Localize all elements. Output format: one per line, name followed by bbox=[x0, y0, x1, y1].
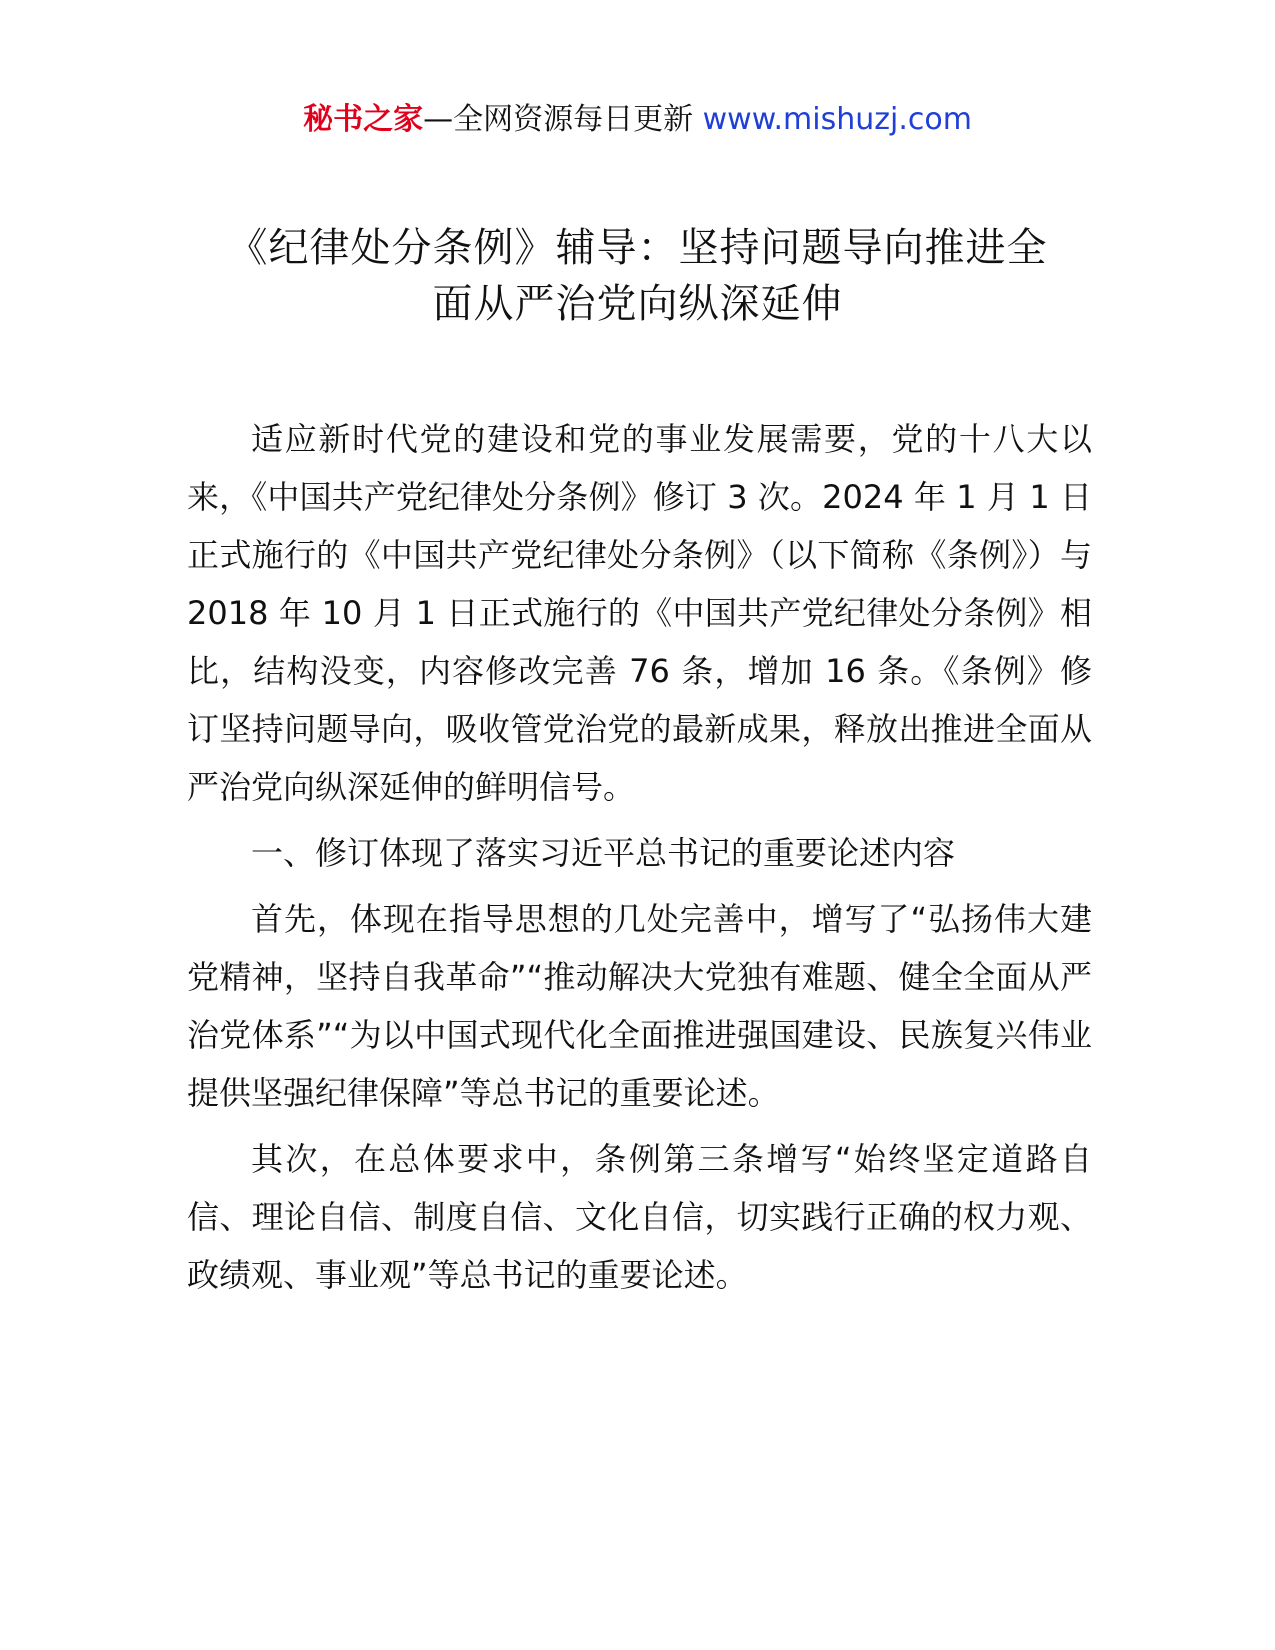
document-body bbox=[187, 410, 1092, 1312]
title-line-2: 面从严治党向纵深延伸 bbox=[432, 281, 843, 327]
title-line-1: 《纪律处分条例》辅导：坚持问题导向推进全 bbox=[227, 225, 1048, 271]
site-url-link[interactable]: www.mishuzj.com bbox=[702, 102, 972, 137]
section-heading-1: 一、修订体现了落实习近平总书记的重要论述内容 bbox=[251, 834, 956, 872]
paragraph-first: 首先，体现在指导思想的几处完善中，增写了“弘扬伟大建党精神，坚持自我革命”“推动解决大党独有难题、健全全面从严治党体系”“为以中国式现代化全面推进强国建设、民族复兴伟业提供坚强纪律保障”等总书记的重要论述。 bbox=[187, 900, 1092, 1112]
header-tagline: —全网资源每日更新 bbox=[423, 102, 703, 137]
paragraph-intro: 适应新时代党的建设和党的事业发展需要，党的十八大以来，《中国共产党纪律处分条例》修订 3 次。2024 年 1 月 1 日正式施行的《中国共产党纪律处分条例》（以下简称《条例》）与 2018 年 10 月 1 日正式施行的《中国共产党纪律处分条例》相比，结构没变，内容修改完善 76 条，增加 16 条。《条例》修订坚持问题导向，吸收管党治党的最新成果，释放出推进全面从严治党向纵深延伸的鲜明信号。 bbox=[187, 420, 1092, 806]
paragraph-second: 其次，在总体要求中，条例第三条增写“始终坚定道路自信、理论自信、制度自信、文化自信，切实践行正确的权力观、政绩观、事业观”等总书记的重要论述。 bbox=[187, 1140, 1092, 1294]
brand-name: 秘书之家 bbox=[303, 102, 424, 137]
document-title bbox=[150, 220, 1125, 332]
site-header bbox=[0, 98, 1275, 142]
